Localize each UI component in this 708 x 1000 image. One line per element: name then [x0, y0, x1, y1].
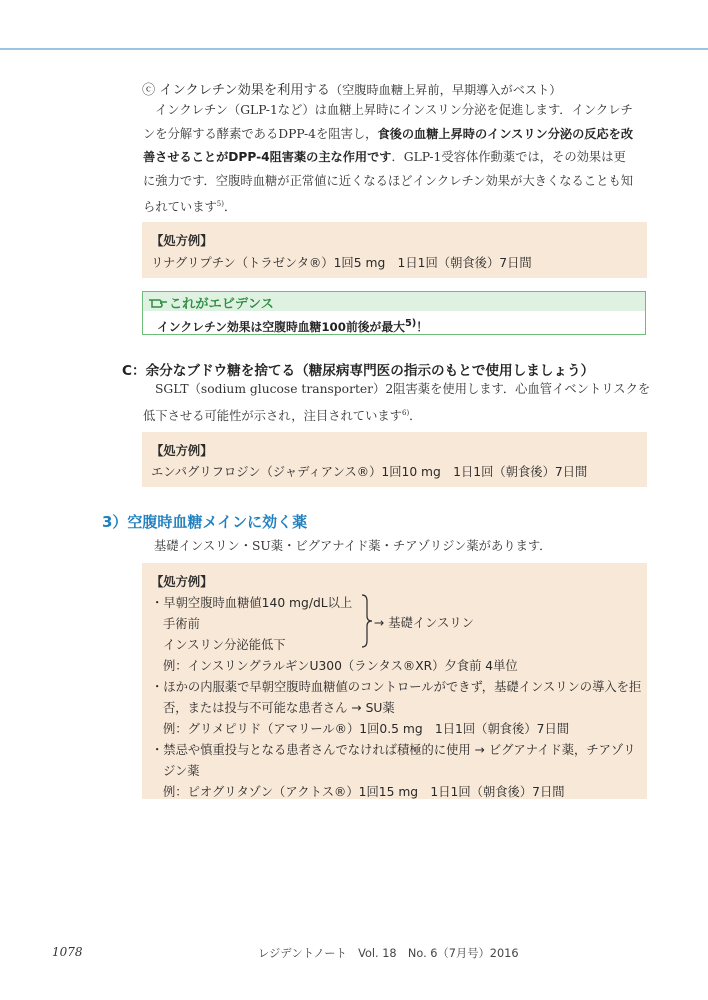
header-rule — [0, 48, 708, 50]
subsection-title: インクレチン効果を利用する — [159, 83, 330, 98]
example-line: 例：インスリングラルギンU300（ランタス®XR）夕食前 4単位 — [163, 659, 518, 673]
emphasis-text: 食後の血糖上昇時のインスリン分泌の反応を改 — [377, 126, 634, 141]
text-span: ンを分解する酵素であるDPP-4を阻害し， — [143, 126, 378, 141]
pointing-hand-icon — [148, 295, 168, 309]
text-line — [143, 402, 663, 429]
basal-insulin-label: → 基礎インスリン — [374, 616, 474, 630]
prescription-box-fasting — [142, 563, 647, 799]
evidence-box — [142, 291, 646, 335]
reference-mark: 6) — [401, 408, 410, 417]
right-brace-icon — [360, 593, 374, 649]
sglt-paragraph — [143, 378, 663, 428]
bullet-continuation: 否，または投与不可能な患者さん → SU薬 — [163, 701, 395, 715]
text-span: ． — [409, 408, 422, 423]
text-line: SGLT（sodium glucose transporter）2阻害薬を使用します．心血管イベントリスクを — [155, 382, 651, 396]
text-line — [143, 193, 663, 220]
reference-mark: 5) — [404, 318, 417, 330]
incretin-paragraph — [143, 99, 663, 220]
bullet-subitem: 手術前 — [163, 617, 200, 631]
prescription-line: リナグリプチン（トラゼンタ®）1回5 mg 1日1回（朝食後）7日間 — [151, 256, 532, 270]
reference-mark: 5) — [216, 200, 224, 209]
prescription-box-empagliflozin — [142, 432, 647, 487]
bullet-item: ・早朝空腹時血糖値140 mg/dL以上 — [151, 596, 353, 610]
prescription-title: 【処方例】 — [151, 444, 213, 458]
example-line: 例：グリメピリド（アマリール®）1回0.5 mg 1日1回（朝食後）7日間 — [163, 722, 570, 736]
bullet-item: ・禁忌や慎重投与となる患者さんでなければ積極的に使用 → ビグアナイド薬，チアゾリ — [151, 743, 636, 757]
subsection-heading-incretin — [142, 79, 561, 98]
page-number: 1078 — [52, 945, 83, 959]
evidence-text — [157, 318, 428, 335]
bullet-continuation: ジン薬 — [163, 764, 200, 778]
bullet-subitem: インスリン分泌能低下 — [163, 638, 286, 652]
text-span: ． — [223, 200, 237, 215]
text-span: ．GLP-1受容体作動薬では，その効果は更 — [391, 150, 626, 165]
example-line: 例：ピオグリタゾン（アクトス®）1回15 mg 1日1回（朝食後）7日間 — [163, 785, 565, 799]
text-span: られています — [143, 200, 217, 215]
prescription-line: エンパグリフロジン（ジャディアンス®）1回10 mg 1日1回（朝食後）7日間 — [151, 465, 588, 479]
subsection-note: （空腹時血糖上昇前，早期導入がベスト） — [329, 83, 562, 97]
circled-c-marker: ⓒ — [142, 83, 156, 98]
prescription-title: 【処方例】 — [151, 575, 213, 589]
text-line — [143, 123, 663, 147]
emphasis-text: 善させることがDPP-4阻害薬の主な作用です — [143, 150, 392, 165]
bullet-item: ・ほかの内服薬で早朝空腹時血糖値のコントロールができず，基礎インスリンの導入を拒 — [151, 680, 642, 694]
evidence-title: これがエビデンス — [169, 297, 274, 312]
text-line — [143, 146, 663, 170]
evidence-body: インクレチン効果は空腹時血糖100前後が最大 — [157, 320, 405, 334]
prescription-title: 【処方例】 — [151, 234, 213, 248]
prescription-box-linagliptin — [142, 222, 647, 278]
text-line: に強力です．空腹時血糖が正常値に近くなるほどインクレチン効果が大きくなることも知 — [143, 173, 634, 188]
text-span: 低下させる可能性が示され，注目されています — [143, 408, 402, 423]
section-3-paragraph: 基礎インスリン・SU薬・ビグアナイド薬・チアゾリジン薬があります． — [154, 539, 552, 553]
section-c-heading: C：余分なブドウ糖を捨てる（糖尿病専門医の指示のもとで使用しましょう） — [122, 363, 595, 379]
evidence-end: ！ — [416, 320, 429, 334]
text-line: インクレチン（GLP-1など）は血糖上昇時にインスリン分泌を促進します．インクレチ — [155, 103, 633, 117]
section-3-heading: 3）空腹時血糖メインに効く薬 — [102, 513, 308, 531]
journal-title: レジデントノート Vol. 18 No. 6（7月号）2016 — [258, 947, 519, 960]
